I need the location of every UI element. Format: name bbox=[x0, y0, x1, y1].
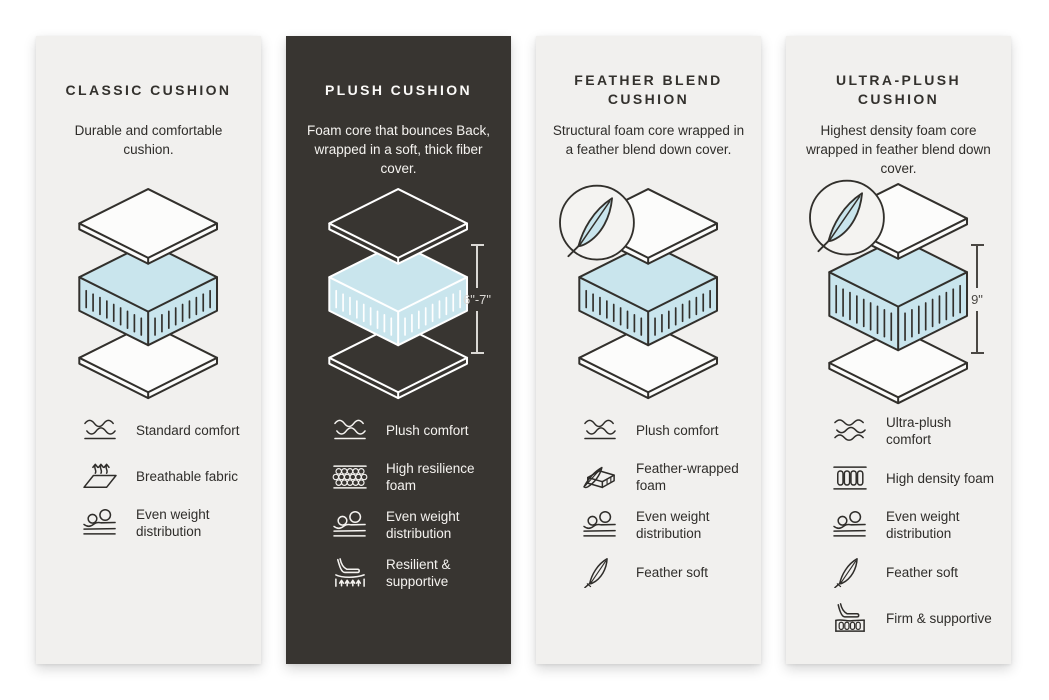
cushion-illustration bbox=[802, 182, 995, 404]
high-density-foam-icon bbox=[830, 462, 870, 494]
even-weight-icon bbox=[330, 509, 370, 541]
feature-list bbox=[802, 414, 995, 634]
card-description: Structural foam core wrapped in a feather blend down cover. bbox=[552, 123, 745, 157]
card-title: PLUSH CUSHION bbox=[324, 81, 473, 98]
card-classic-cushion bbox=[36, 36, 261, 664]
card-ultra-plush-cushion bbox=[786, 36, 1011, 664]
feature-row bbox=[80, 414, 245, 446]
feature-row bbox=[330, 508, 495, 542]
thickness-dimension-indicator bbox=[459, 244, 495, 354]
card-title: CLASSIC CUSHION bbox=[65, 81, 232, 98]
even-weight-icon bbox=[80, 507, 120, 539]
feature-label: Feather soft bbox=[636, 564, 709, 580]
feather-wrapped-foam-icon bbox=[580, 461, 620, 493]
feature-row bbox=[330, 460, 495, 494]
cushion-illustration bbox=[552, 182, 745, 404]
resilient-supportive-icon bbox=[330, 557, 370, 589]
feature-label: Resilient & supportive bbox=[386, 557, 451, 589]
feature-label: Firm & supportive bbox=[886, 610, 992, 626]
firm-supportive-icon bbox=[830, 602, 870, 634]
feature-label: Even weight distribution bbox=[386, 509, 460, 541]
thickness-dimension-indicator bbox=[959, 244, 995, 354]
dimension-cap-bottom bbox=[471, 352, 484, 354]
even-weight-icon bbox=[580, 509, 620, 541]
feature-list bbox=[302, 414, 495, 590]
feature-label: Even weight distribution bbox=[136, 507, 210, 539]
feature-label: Even weight distribution bbox=[636, 509, 710, 541]
feature-list bbox=[552, 414, 745, 588]
feature-row bbox=[330, 556, 495, 590]
cushion-layers-svg bbox=[560, 184, 738, 401]
card-description: Foam core that bounces Back, wrapped in a soft, thick fiber cover. bbox=[306, 123, 491, 176]
feature-label: Ultra-plush comfort bbox=[886, 415, 952, 447]
comfort-waves-icon bbox=[580, 414, 620, 446]
feature-row bbox=[830, 462, 995, 494]
card-description: Durable and comfortable cushion. bbox=[74, 123, 223, 157]
feature-row bbox=[580, 508, 745, 542]
feather-badge bbox=[810, 181, 884, 255]
card-description: Highest density foam core wrapped in feather blend down cover. bbox=[806, 123, 991, 176]
card-title: ULTRA-PLUSH CUSHION bbox=[836, 72, 961, 107]
dimension-line bbox=[976, 311, 978, 353]
card-plush-cushion bbox=[286, 36, 511, 664]
feature-label: Plush comfort bbox=[636, 422, 719, 438]
feature-label: Standard comfort bbox=[136, 422, 240, 438]
dimension-cap-bottom bbox=[971, 352, 984, 354]
dimension-line bbox=[476, 246, 478, 288]
feature-row bbox=[830, 602, 995, 634]
feature-label: High resilience foam bbox=[386, 461, 475, 493]
feature-row bbox=[830, 414, 995, 448]
feature-label: Breathable fabric bbox=[136, 468, 239, 484]
feature-row bbox=[80, 460, 245, 492]
feather-badge bbox=[560, 186, 634, 260]
even-weight-icon bbox=[830, 509, 870, 541]
feather-icon bbox=[830, 556, 870, 588]
feature-label: Even weight distribution bbox=[886, 509, 960, 541]
feature-label: High density foam bbox=[886, 470, 995, 486]
feature-row bbox=[80, 506, 245, 540]
feature-label: Plush comfort bbox=[386, 422, 469, 438]
dimension-label: 6"-7" bbox=[462, 291, 492, 307]
feature-row bbox=[580, 414, 745, 446]
dimension-label: 9" bbox=[971, 291, 983, 307]
comfort-waves-icon bbox=[330, 414, 370, 446]
dimension-line bbox=[976, 246, 978, 288]
feature-row bbox=[580, 556, 745, 588]
cushion-illustration bbox=[52, 182, 245, 404]
feature-row bbox=[830, 508, 995, 542]
card-title: FEATHER BLEND CUSHION bbox=[574, 72, 723, 107]
feather-icon bbox=[580, 556, 620, 588]
comfort-waves-3-icon bbox=[830, 415, 870, 447]
feature-row bbox=[330, 414, 495, 446]
feature-row bbox=[830, 556, 995, 588]
foam-cells-icon bbox=[330, 461, 370, 493]
cushion-layers-svg bbox=[60, 184, 238, 401]
breathable-fabric-icon bbox=[80, 460, 120, 492]
feature-label: Feather soft bbox=[886, 564, 959, 580]
feature-label: Feather-wrapped foam bbox=[636, 461, 739, 493]
cushion-illustration bbox=[302, 182, 495, 404]
feature-row bbox=[580, 460, 745, 494]
comfort-waves-icon bbox=[80, 414, 120, 446]
card-feather-blend-cushion bbox=[536, 36, 761, 664]
dimension-line bbox=[476, 311, 478, 353]
feature-list bbox=[52, 414, 245, 540]
